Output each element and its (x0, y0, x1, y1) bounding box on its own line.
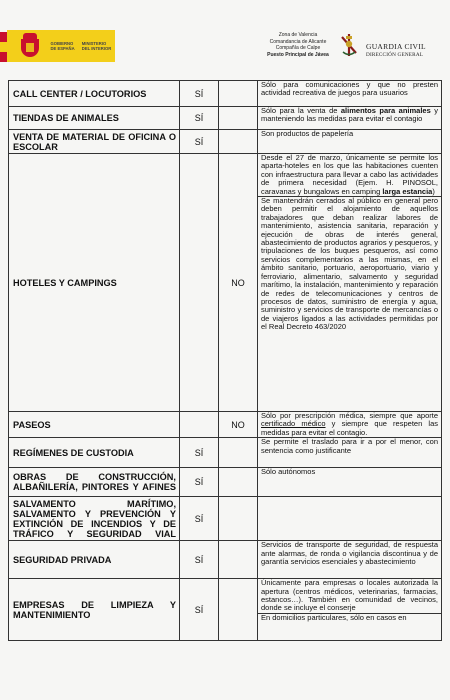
guardia-civil-emblem-icon (338, 32, 360, 58)
activity-name (9, 541, 180, 579)
activity-conditions (258, 154, 442, 412)
table-row (9, 497, 442, 541)
activity-name-text: PASEOS (13, 419, 51, 430)
condition-paragraph (258, 81, 441, 98)
condition-paragraph (258, 438, 441, 455)
table-row (9, 579, 442, 641)
activity-name (9, 468, 180, 497)
activity-conditions (258, 468, 442, 497)
allowed-yes-cell: SÍ (180, 579, 219, 641)
activity-name (9, 107, 180, 130)
allowed-no-cell (219, 130, 258, 154)
condition-text: y manteniendo las medidas para evitar el contagio (261, 106, 438, 124)
activity-name (9, 81, 180, 107)
spain-flag-icon (0, 32, 7, 62)
allowed-no-cell (219, 107, 258, 130)
table-row (9, 81, 442, 107)
condition-paragraph (258, 130, 441, 138)
allowed-no-cell (219, 438, 258, 468)
allowed-no-cell (219, 81, 258, 107)
allowed-yes-cell (180, 154, 219, 412)
activity-conditions (258, 412, 442, 438)
condition-text: y siempre que respeten las medidas para evitar el contagio. (261, 419, 438, 437)
activity-conditions (258, 81, 442, 107)
government-logo (7, 30, 115, 62)
condition-text: ) (432, 186, 435, 196)
condition-text: Sólo autónomos (261, 467, 316, 477)
activity-conditions (258, 107, 442, 130)
allowed-no-cell (219, 541, 258, 579)
activity-name (9, 497, 180, 541)
activity-conditions (258, 497, 442, 541)
condition-paragraph (258, 579, 441, 613)
ministry-logo-text: MINISTERIO DEL INTERIOR (81, 41, 112, 51)
condition-text: Servicios de transporte de seguridad, de respuesta ante alarmas, de ronda o vigilancia discontinua y de garantía servicios esenciales y abastecimiento (261, 540, 438, 567)
activity-conditions (258, 130, 442, 154)
allowed-no-cell: NO (219, 154, 258, 412)
condition-underlined: certificado médico (261, 419, 326, 429)
activity-conditions (258, 541, 442, 579)
org-title: GUARDIA CIVIL (366, 42, 426, 51)
allowed-yes-cell: SÍ (180, 130, 219, 154)
allowed-yes-cell: SÍ (180, 541, 219, 579)
allowed-no-cell (219, 579, 258, 641)
activity-name-text: VENTA DE MATERIAL DE OFICINA O ESCOLAR (13, 131, 176, 152)
coat-of-arms-icon (19, 33, 40, 59)
allowed-yes-cell: SÍ (180, 497, 219, 541)
table-row (9, 541, 442, 579)
table-row (9, 130, 442, 154)
condition-text: Se mantendrán cerrados al público en general pero deben permitir el alojamiento de aquellos trabajadores que deban realizar labores de mantenimiento, asistencia sanitaria, reparación y ejecución de obras de interés general, abastecimiento de productos agrarios y pesqueros, y tripulaciones de los buques pesqueros, así como servicios complementarios a las mismas, en el ámbito sanitario, portuario, aeroportuario, viario y ferroviario, alimentario, salvamento y seguridad marítimo, la instalación, mantenimiento y reparación de redes de telecomunicaciones y centros de procesos de datos, suministro de energía y agua, suministro y servicios de transporte de mercancías o de viajeros ligados a las actividades permitidas por el Real Decreto 463/2020 (261, 196, 438, 332)
allowed-yes-cell: SÍ (180, 468, 219, 497)
condition-text: Sólo para la venta de (261, 106, 341, 115)
condition-text: En domicilios particulares, sólo en casos en (261, 612, 407, 622)
table-row (9, 438, 442, 468)
condition-text: Únicamente para empresas o locales autorizada la apertura (centros médicos, veterinarias, farmacias, estancos…). También en comunidad de vecinos, donde se incluye el conserje (261, 578, 438, 613)
allowed-no-cell: NO (219, 412, 258, 438)
condition-paragraph (258, 468, 441, 476)
condition-paragraph (258, 196, 441, 332)
activity-name (9, 412, 180, 438)
gov-logo-text: GOBIERNO DE ESPAÑA (50, 41, 75, 51)
activities-table (8, 80, 442, 641)
activity-name (9, 130, 180, 154)
table-row (9, 468, 442, 497)
activity-name-text: EMPRESAS DE LIMPIEZA Y MANTENIMIENTO (13, 599, 176, 620)
condition-paragraph (258, 107, 441, 124)
condition-text: Sólo por prescripción médica, siempre que aporte (261, 411, 438, 420)
activity-name-text: HOTELES Y CAMPINGS (13, 277, 117, 288)
allowed-yes-cell: SÍ (180, 438, 219, 468)
allowed-no-cell (219, 468, 258, 497)
activity-name-text: REGÍMENES DE CUSTODIA (13, 447, 134, 458)
table-row (9, 154, 442, 412)
table-row (9, 107, 442, 130)
activity-name-text: OBRAS DE CONSTRUCCIÓN, ALBAÑILERÍA, PINTORES Y AFINES (13, 472, 176, 493)
activity-name (9, 154, 180, 412)
activity-name-text: SALVAMENTO MARÍTIMO, SALVAMENTO Y PREVENCIÓN Y EXTINCIÓN DE INCENDIOS Y DE TRÁFICO Y SEGURIDAD VIAL (13, 498, 176, 539)
activity-name-text: SEGURIDAD PRIVADA (13, 554, 112, 565)
activity-name (9, 579, 180, 641)
activity-conditions (258, 579, 442, 641)
table-row (9, 412, 442, 438)
condition-paragraph (258, 154, 441, 196)
condition-emphasis: alimentos para animales (340, 106, 431, 115)
allowed-yes-cell: SÍ (180, 81, 219, 107)
condition-text: Sólo para comunicaciones y que no presten actividad recreativa de juegos para usuarios (261, 80, 438, 98)
condition-text: Se permite el traslado para ir a por el menor, con sentencia como justificante (261, 437, 438, 455)
condition-paragraph (258, 613, 441, 622)
activity-conditions (258, 438, 442, 468)
document-header (0, 20, 450, 78)
condition-paragraph (258, 412, 441, 437)
allowed-yes-cell: SÍ (180, 107, 219, 130)
condition-text: Desde el 27 de marzo, únicamente se permite los aparta-hoteles en los que las habitaciones cuenten con infraestructura para llevar a cabo las actividades de primera necesidad (Ejem. H. PINOSOL, caravanas y bungalows en camping (261, 153, 438, 196)
activity-name (9, 438, 180, 468)
activity-name-text: TIENDAS DE ANIMALES (13, 113, 119, 123)
activity-name-text: CALL CENTER / LOCUTORIOS (13, 88, 147, 99)
allowed-no-cell (219, 497, 258, 541)
unit-address: Zona de Valencia Comandancia de Alicante Compañía de Calpe Puesto Principal de Jávea (267, 32, 329, 58)
condition-paragraph (258, 541, 441, 566)
condition-emphasis: larga estancia (382, 186, 433, 196)
allowed-yes-cell (180, 412, 219, 438)
condition-text: Son productos de papelería (261, 129, 354, 138)
org-subtitle: DIRECCIÓN GENERAL (366, 52, 424, 58)
